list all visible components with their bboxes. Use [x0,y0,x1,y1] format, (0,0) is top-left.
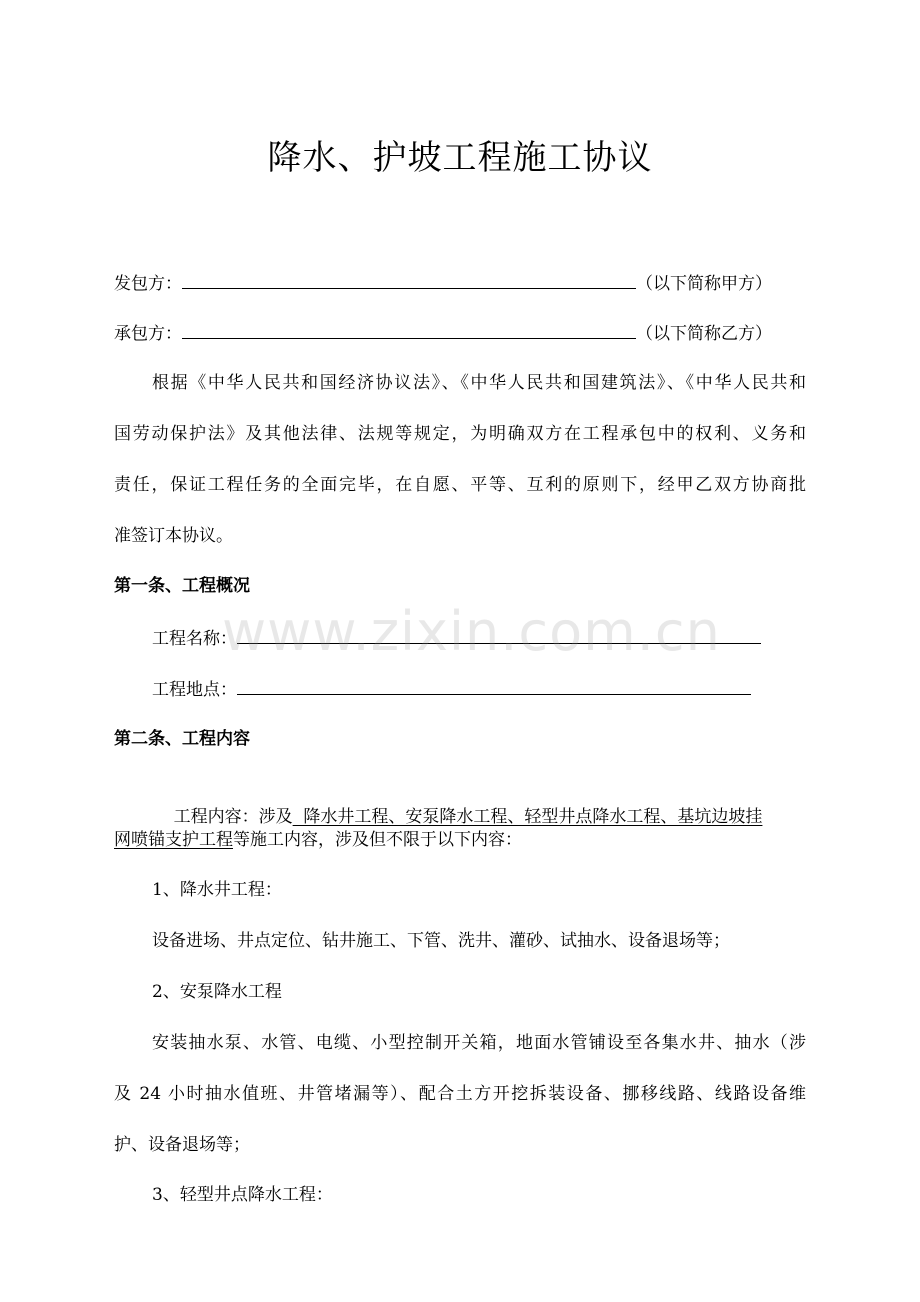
party-a-line [114,268,772,298]
project-location-line [152,674,751,704]
preamble-line-3: 责任，保证工程任务的全面完毕，在自愿、平等、互利的原则下，经甲乙双方协商批 [114,475,806,495]
party-b-label: 承包方： [114,324,182,344]
section1-heading: 第一条、工程概况 [114,576,250,596]
content-line-2 [114,826,522,854]
preamble-line-4: 准签订本协议。 [114,526,233,546]
content-underlined-2: 网喷锚支护工程 [114,830,233,850]
project-location-label: 工程地点： [152,680,237,700]
party-b-line [114,318,772,348]
item2-title: 2、安泵降水工程 [152,982,282,1002]
project-location-blank [237,674,751,695]
preamble-line-1: 根据《中华人民共和国经济协议法》、《中华人民共和国建筑法》、《中华人民共和 [152,373,806,393]
item2-body-line-2: 及 24 小时抽水值班、井管堵漏等）、配合土方开挖拆装设备、挪移线路、线路设备维 [114,1084,806,1104]
party-a-blank [182,268,636,289]
item1-title: 1、降水井工程： [152,880,282,900]
section2-heading: 第二条、工程内容 [114,729,250,749]
project-name-line [152,623,761,653]
document-title: 降水、护坡工程施工协议 [267,138,653,178]
item2-body-line-1: 安装抽水泵、水管、电缆、小型控制开关箱，地面水管铺设至各集水井、抽水（涉 [152,1033,806,1053]
content-underlined-1: 降水井工程、安泵降水工程、轻型井点降水工程、基坑边坡挂 [292,807,763,827]
project-name-label: 工程名称： [152,629,237,649]
content-prefix: 工程内容：涉及 [173,807,293,827]
item3-title: 3、轻型井点降水工程： [152,1185,333,1205]
party-b-suffix: （以下简称乙方） [636,324,772,344]
content-suffix: 等施工内容，涉及但不限于以下内容： [233,830,522,850]
project-name-blank [237,623,761,644]
party-a-label: 发包方： [114,274,182,294]
item2-body-line-3: 护、设备退场等； [114,1135,250,1155]
watermark: www.zixin.com.cn [222,600,721,663]
item1-body: 设备进场、井点定位、钻井施工、下管、洗井、灌砂、试抽水、设备退场等； [152,931,730,951]
party-b-blank [182,318,636,339]
party-a-suffix: （以下简称甲方） [636,274,772,294]
preamble-line-2: 国劳动保护法》及其他法律、法规等规定，为明确双方在工程承包中的权利、义务和 [114,424,806,444]
